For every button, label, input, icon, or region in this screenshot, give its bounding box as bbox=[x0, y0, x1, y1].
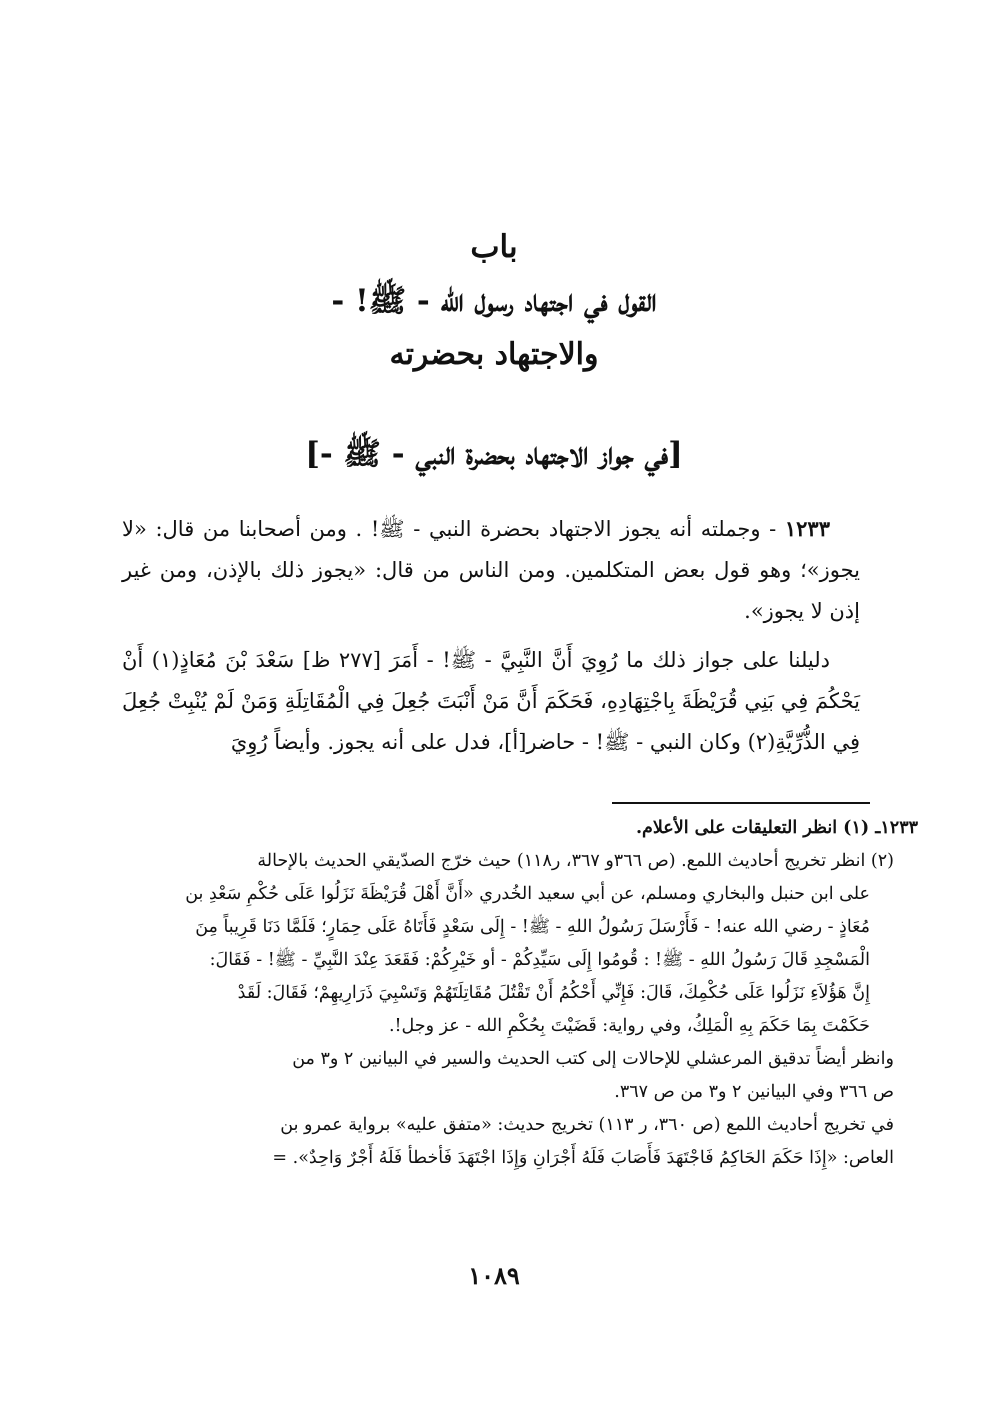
chapter-heading bbox=[120, 220, 868, 382]
paragraph-1-text: - وجملته أنه يجوز الاجتهاد بحضرة النبي - ﷺ! . ومن أصحابنا من قال: «لا يجوز»؛ وهو قول بعض المتكلمين. ومن الناس من قال: «يجوز ذلك بالإذن، ومن غير إذن لا يجوز». bbox=[122, 517, 860, 623]
section-title: [في جواز الاجتهاد بحضرة النبي - ﷺ -] bbox=[305, 436, 683, 472]
footnote-2-line: الْمَسْجِدِ قَالَ رَسُولُ اللهِ - ﷺ! : قُومُوا إِلَى سَيِّدِكُمْ - أو خَيْرِكُمْ: فَقَعَدَ عِنْدَ النَّبِيِّ - ﷺ! - فَقَالَ: bbox=[209, 950, 870, 970]
footnote-3-line: العاص: «إِذَا حَكَمَ الحَاكِمُ فَاجْتَهَدَ فَأَصَابَ فَلَهُ أَجْرَانِ وَإِذَا اجْتَهَدَ فَأخطأ فَلَهُ أَجْرٌ وَاحِدٌ». = bbox=[272, 1148, 894, 1168]
footnote-2-line: على ابن حنبل والبخاري ومسلم، عن أبي سعيد الخُدري «أَنَّ أَهْلَ قُرَيْظَةَ نَزَلُوا عَلَى حُكْمِ سَعْدِ بن bbox=[185, 884, 870, 904]
footnote-2-line: (٢) انظر تخريج أحاديث اللمع. (ص ٣٦٦و ٣٦٧، ر١١٨) حيث خرّج الصدّيقي الحديث بالإحالة bbox=[257, 851, 894, 871]
footnote-2-line: إِنَّ هَؤُلاَءِ نَزَلُوا عَلَى حُكْمِكَ، قَالَ: فَإِنِّي أَحْكُمُ أَنْ تَقْتُلَ مُقَاتِلَتَهُمْ وَتَسْبِيَ ذَرَارِيهِمْ؛ فَقَالَ: لَقَدْ bbox=[237, 983, 870, 1003]
page-number: ١٠٨٩ bbox=[468, 1261, 520, 1290]
footnote-divider bbox=[612, 802, 870, 804]
footnote-1-text: (١) انظر التعليقات على الأعلام. bbox=[635, 818, 870, 838]
footnote-paragraph-ref: ١٢٣٣ـ bbox=[875, 818, 918, 838]
footnote-2-line: حَكَمْتَ بِمَا حَكَمَ بِهِ الْمَلِكُ، وفي رواية: قَضَيْتَ بِحُكْمِ الله - عز وجل!. bbox=[388, 1016, 870, 1036]
footnote-2-extra-line: وانظر أيضاً تدقيق المرعشلي للإحالات إلى كتب الحديث والسير في البيانين ٢ و٣ من bbox=[292, 1049, 894, 1069]
footnote-3-line: في تخريج أحاديث اللمع (ص ٣٦٠، ر ١١٣) تخريج حديث: «متفق عليه» برواية عمرو بن bbox=[280, 1115, 894, 1135]
chapter-title-line-3: والاجتهاد بحضرته bbox=[389, 337, 599, 372]
paragraph-1 bbox=[122, 508, 860, 632]
chapter-title-line-1: باب bbox=[470, 229, 518, 265]
footnote-2-line: مُعَاذٍ - رضي الله عنه! - فَأَرْسَلَ رَسُولُ اللهِ - ﷺ! - إِلَى سَعْدٍ فَأَتَاهُ عَلَى حِمَارٍ؛ فَلَمَّا دَنَا قَرِيباً مِنَ bbox=[195, 917, 870, 937]
chapter-title-line-2: القول في اجتهاد رسول الله - ﷺ! - bbox=[331, 283, 657, 319]
footnotes bbox=[108, 812, 918, 1175]
main-text bbox=[122, 508, 860, 771]
paragraph-number: ١٢٣٣ bbox=[784, 516, 830, 541]
footnote-2-extra-line: ص ٣٦٦ وفي البيانين ٢ و٣ من ص ٣٦٧. bbox=[614, 1082, 894, 1102]
paragraph-2: دليلنا على جواز ذلك ما رُوِيَ أَنَّ النَّبِيَّ - ﷺ! - أَمَرَ [٢٧٧ ظ] سَعْدَ بْنَ مُعَاذٍ(١) أَنْ يَحْكُمَ فِي بَنِي قُرَيْظَةَ بِاجْتِهَادِهِ، فَحَكَمَ أَنَّ مَنْ أَنْبَتَ جُعِلَ فِي الْمُقَاتِلَةِ وَمَنْ لَمْ يُنْبِتْ جُعِلَ فِي الذُّرِّيَّةِ(٢) وكان النبي - ﷺ! - حاضر[أ]، فدل على أنه يجوز. وأيضاً رُوِيَ bbox=[122, 648, 860, 754]
footnote-1 bbox=[108, 812, 918, 845]
